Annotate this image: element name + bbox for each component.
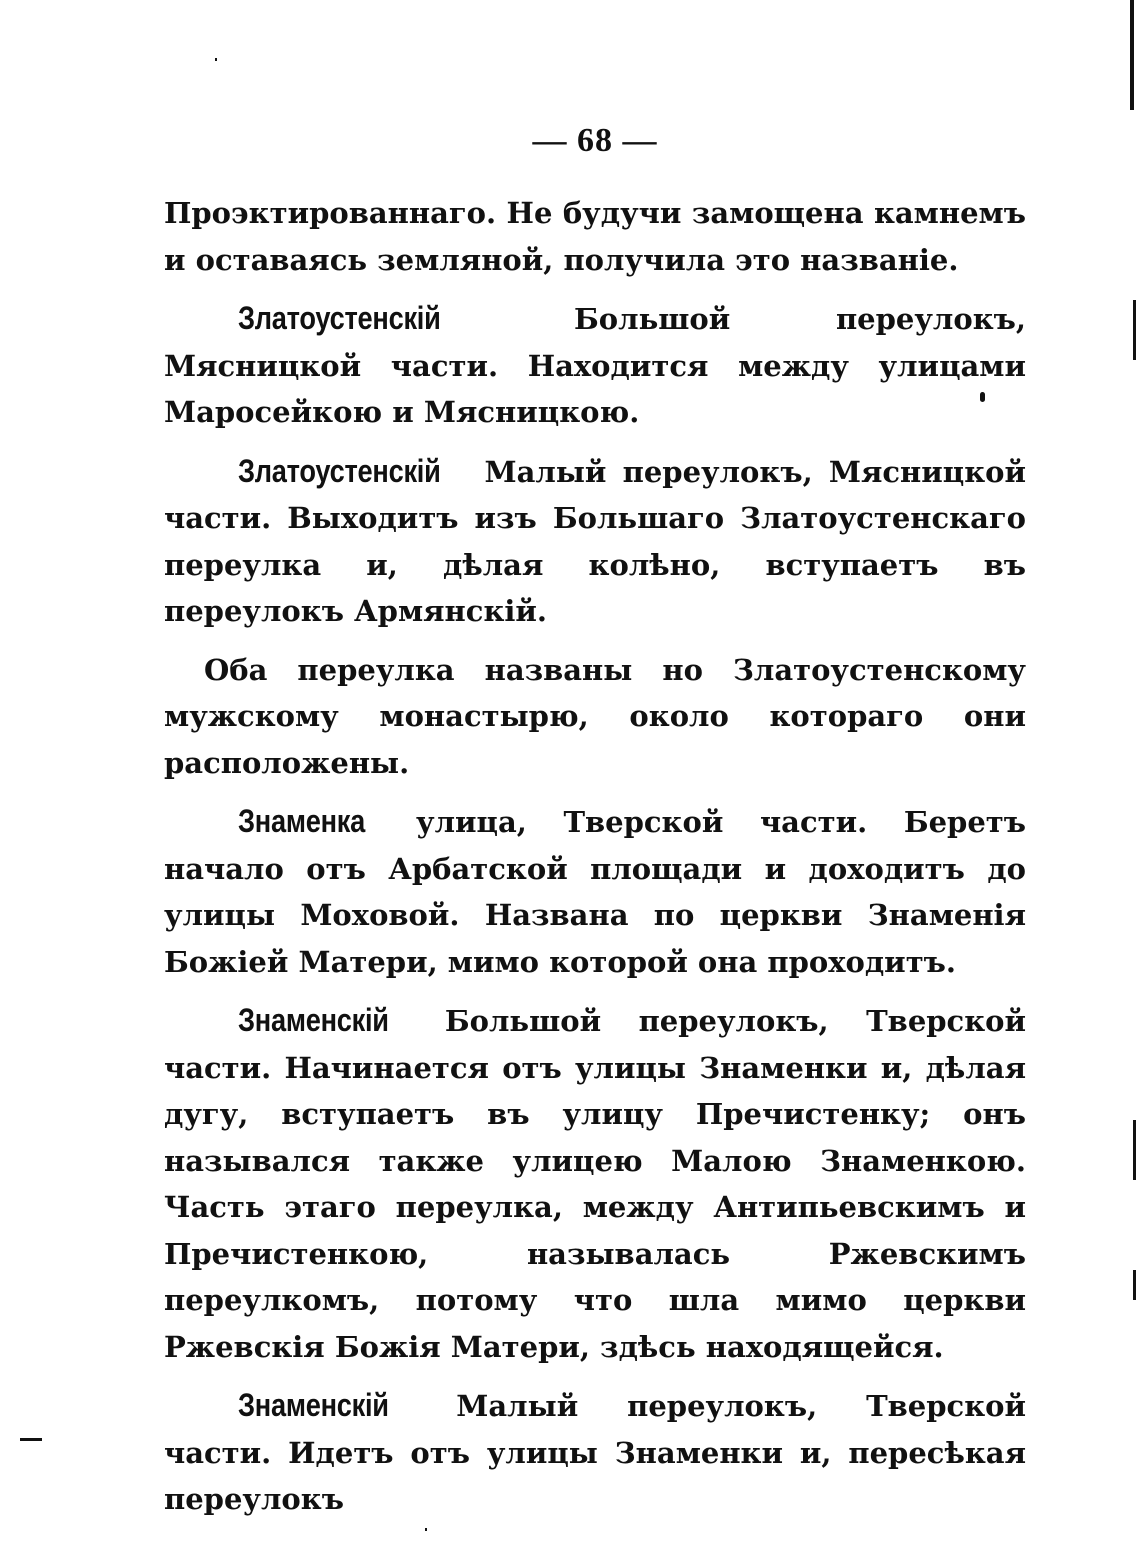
entry-znamenskiy-bolshoy: [164, 997, 1026, 1370]
entry-zlatoustenskiy-maly: [164, 448, 1026, 635]
paragraph-text: Проэктированнаго. Не будучи замощена камнемъ и оставаясь земляной, получила это названіе.: [164, 196, 1026, 277]
scan-edge-line: [1133, 1120, 1136, 1180]
scan-edge-line: [1133, 300, 1136, 360]
scan-speck: [20, 1438, 42, 1441]
entry-znamenskiy-maly: [164, 1382, 1026, 1523]
entry-zlatoustenskiy-bolshoy: [164, 295, 1026, 436]
entry-text: Большой переулокъ, Мясницкой части. Находится между улицами Маросейкою и Мясницкою.: [164, 302, 1026, 429]
entry-text: улица, Тверской части. Беретъ начало отъ Арбатской площади и доходитъ до улицы Моховой. Названа по церкви Знаменія Божіей Матери, мимо которой она проходитъ.: [164, 805, 1026, 979]
entry-headword: Знаменскій: [238, 1387, 389, 1423]
entry-text: Малый переулокъ, Тверской части. Идетъ отъ улицы Знаменки и, пересѣкая переулокъ: [164, 1389, 1026, 1516]
page-text: [164, 190, 1026, 1535]
page-number: — 68 —: [532, 122, 658, 159]
paragraph-continued: [164, 190, 1026, 283]
entry-headword: Златоустенскій: [238, 452, 441, 489]
entry-headword: Знаменка: [238, 803, 365, 839]
entry-headword: Златоустенскій: [238, 300, 441, 336]
scan-speck: [980, 392, 985, 402]
scan-speck: [425, 1528, 427, 1531]
scan-speck: [215, 58, 217, 61]
scan-edge-line: [1130, 0, 1134, 110]
paragraph-note: [164, 647, 1026, 787]
entry-headword: Знаменскій: [238, 1002, 389, 1038]
entry-znamenka: [164, 798, 1026, 985]
scan-edge-line: [1133, 1270, 1136, 1300]
entry-text: Малый переулокъ, Мясницкой части. Выходитъ изъ Большаго Златоустенскаго переулка и, дѣлая колѣно, вступаетъ въ переулокъ Армянскій.: [164, 454, 1026, 628]
paragraph-text: Оба переулка названы но Златоустенскому мужскому монастырю, около котораго они расположены.: [164, 652, 1026, 780]
entry-text: Большой переулокъ, Тверской части. Начинается отъ улицы Знаменки и, дѣлая дугу, вступаетъ въ улицу Пречистенку; онъ назывался также улицею Малою Знаменкою. Часть этаго переулка, между Антипьевскимъ и Пречистенкою, называлась Ржевскимъ переулкомъ, потому что шла мимо церкви Ржевскія Божія Матери, здѣсь находящейся.: [164, 1004, 1026, 1364]
